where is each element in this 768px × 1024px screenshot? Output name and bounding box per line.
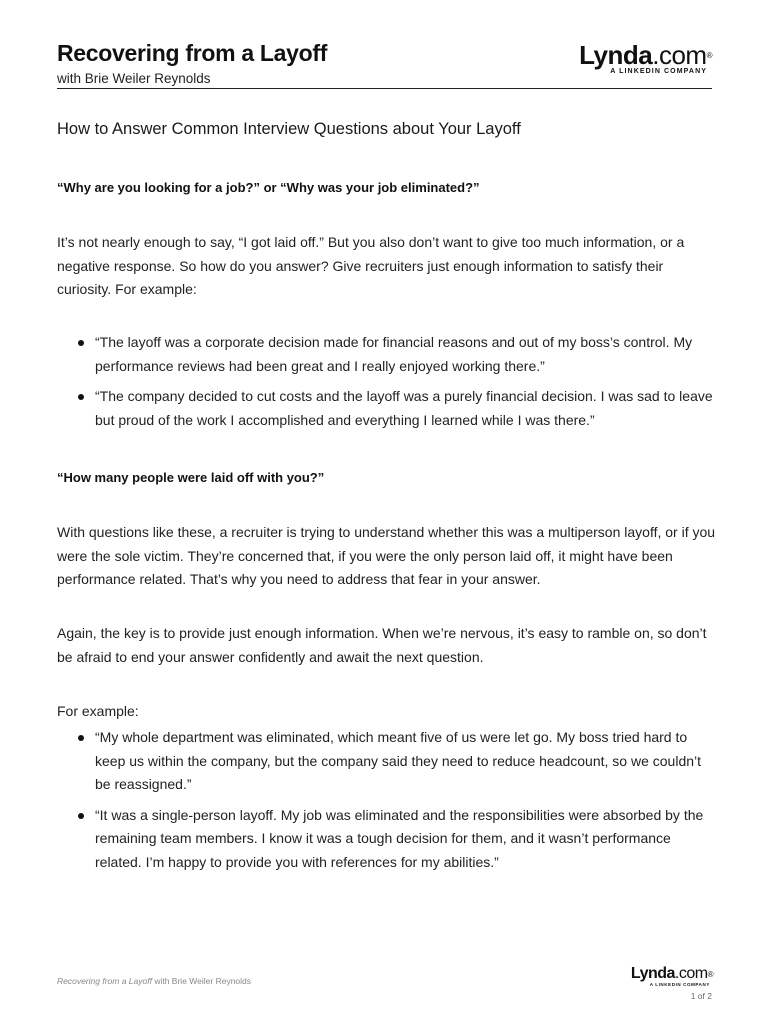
bullet-list-2 <box>57 726 717 881</box>
question-heading-1: “Why are you looking for a job?” or “Why was your job eliminated?” <box>57 180 480 195</box>
course-author: with Brie Weiler Reynolds <box>57 71 211 86</box>
example-intro: For example: <box>57 703 139 719</box>
document-heading: How to Answer Common Interview Questions about Your Layoff <box>57 120 521 138</box>
paragraph-2: With questions like these, a recruiter is trying to understand whether this was a multiperson layoff, or if you were the sole victim. They’re concerned that, if you were the only person laid off, it might have been performance related. That’s why you need to address that fear in your answer. <box>57 524 716 587</box>
list-item: “The company decided to cut costs and the layoff was a purely financial decision. I was sad to leave but proud of the work I accomplished and everything I learned while I was there.” <box>57 385 717 432</box>
course-title: Recovering from a Layoff <box>57 40 328 66</box>
footer-logo-tagline: A LINKEDIN COMPANY <box>649 982 710 987</box>
logo-wordmark: Lynda.com® <box>579 40 712 70</box>
list-item: “The layoff was a corporate decision made for financial reasons and out of my boss’s control. My performance reviews had been great and I really enjoyed working there.” <box>57 331 717 378</box>
header-divider <box>57 88 712 89</box>
question-heading-2: “How many people were laid off with you?” <box>57 470 325 485</box>
bullet-list-1 <box>57 331 717 439</box>
paragraph-3: Again, the key is to provide just enough information. When we’re nervous, it’s easy to ramble on, so don’t be afraid to end your answer confidently and await the next question. <box>57 625 707 665</box>
bullet-icon <box>78 735 84 741</box>
paragraph-1: It’s not nearly enough to say, “I got laid off.” But you also don’t want to give too much information, or a negative response. So how do you answer? Give recruiters just enough information to satisfy their curiosity. For example: <box>57 234 685 297</box>
list-item: “It was a single-person layoff. My job was eliminated and the responsibilities were absorbed by the remaining team members. I know it was a tough decision for them, and it wasn’t performance related. I’m happy to provide you with references for my abilities.” <box>57 804 717 875</box>
list-item: “My whole department was eliminated, which meant five of us were let go. My boss tried hard to keep us within the company, but the company said they need to reduce headcount, so we couldn’t be reassigned.” <box>57 726 717 797</box>
logo-tagline: A LINKEDIN COMPANY <box>610 68 707 75</box>
bullet-icon <box>78 813 84 819</box>
lynda-logo <box>579 42 712 75</box>
footer-lynda-logo <box>631 966 713 987</box>
footer-logo-wordmark: Lynda.com® <box>630 965 713 982</box>
page-number: 1 of 2 <box>690 991 712 1001</box>
page-header <box>57 40 712 90</box>
bullet-icon <box>78 340 84 346</box>
bullet-icon <box>78 394 84 400</box>
footer-caption: Recovering from a Layoff with Brie Weiler Reynolds <box>57 976 252 986</box>
